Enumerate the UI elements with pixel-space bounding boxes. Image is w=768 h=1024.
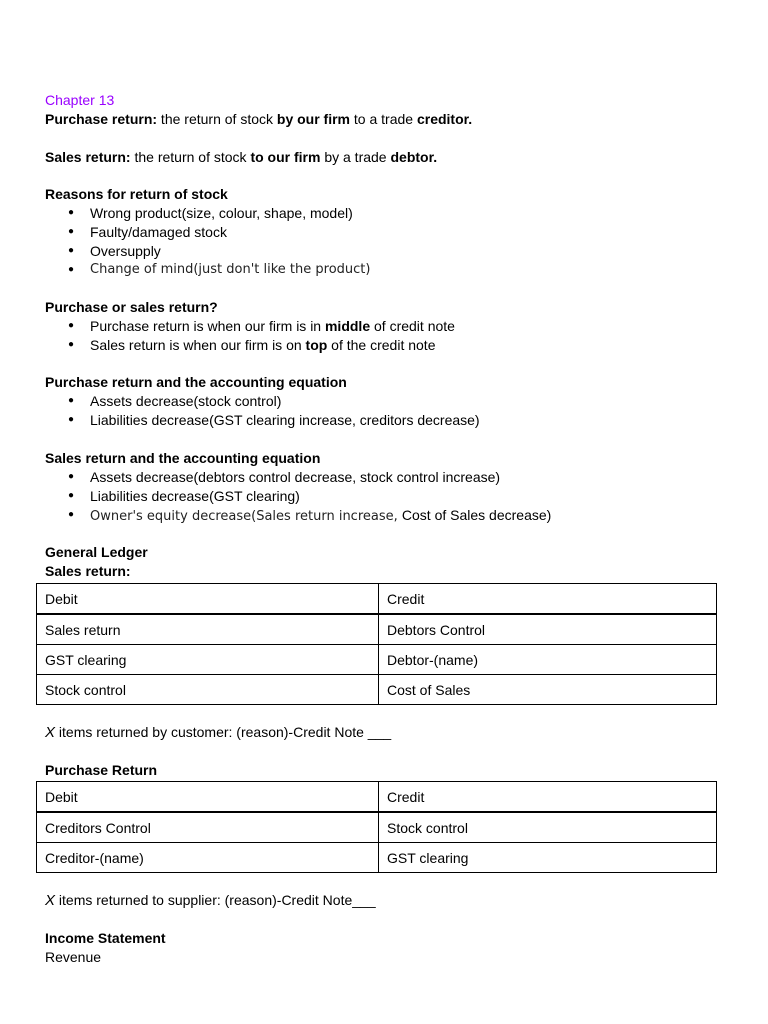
sales-return-ledger-table — [36, 583, 717, 705]
table-cell: GST clearing — [37, 645, 379, 675]
bullet-icon: ● — [68, 207, 75, 218]
definition-text: by a trade — [320, 149, 391, 165]
note-text: items returned by customer: (reason)-Credit Note ___ — [55, 724, 392, 740]
revenue-label: Revenue — [45, 949, 102, 965]
credit-header: Credit — [379, 584, 717, 615]
sales-return-term: Sales return: — [45, 149, 131, 165]
definition-text: to a trade — [350, 111, 417, 127]
sales-equation-heading-text: Sales return and the accounting equation — [45, 450, 321, 466]
bullet-icon: ● — [68, 339, 75, 350]
sales-return-ledger-heading-text: Sales return: — [45, 563, 131, 579]
list-item-text-part: Cost of Sales decrease) — [401, 507, 552, 523]
list-item-text-part: Sales return is when our firm is on — [90, 337, 306, 353]
list-item-text-part: Owner's equity decrease(Sales return increase, — [90, 509, 402, 524]
debit-header: Debit — [37, 782, 379, 813]
debit-header: Debit — [37, 584, 379, 615]
list-item-text: Change of mind(just don't like the product) — [90, 262, 371, 277]
list-item-text: Faulty/damaged stock — [90, 224, 227, 240]
list-item-emphasis: middle — [324, 318, 371, 334]
purchase-equation-heading — [45, 373, 347, 391]
table-row — [37, 843, 717, 873]
definition-emphasis: by our firm — [276, 111, 351, 127]
table-row — [37, 645, 717, 675]
definition-text: the return of stock — [130, 149, 251, 165]
table-cell: Cost of Sales — [379, 675, 717, 705]
bullet-icon: ● — [68, 414, 75, 425]
list-item-text — [90, 336, 435, 354]
sales-equation-heading — [45, 449, 320, 467]
general-ledger-heading — [45, 543, 148, 561]
definition-emphasis: creditor. — [416, 111, 473, 127]
sales-return-ledger-heading — [45, 562, 131, 580]
sales-return-definition — [45, 148, 437, 166]
table-cell: Sales return — [37, 614, 379, 645]
list-item-text-part: of the credit note — [327, 337, 436, 353]
table-cell: Debtor-(name) — [379, 645, 717, 675]
income-statement-heading — [45, 929, 166, 947]
reasons-heading-text: Reasons for return of stock — [45, 186, 228, 202]
table-cell: Stock control — [37, 675, 379, 705]
general-ledger-heading-text: General Ledger — [45, 544, 148, 560]
purchase-equation-heading-text: Purchase return and the accounting equation — [45, 374, 347, 390]
purchase-return-note — [45, 891, 376, 910]
reasons-heading — [45, 185, 228, 203]
list-item-text — [90, 317, 455, 335]
list-item-emphasis: top — [305, 337, 328, 353]
list-item-text: Oversupply — [90, 243, 161, 259]
table-cell: Stock control — [379, 812, 717, 843]
list-item-text-part: Purchase return is when our firm is in — [90, 318, 325, 334]
table-cell: Debtors Control — [379, 614, 717, 645]
definition-emphasis: debtor. — [390, 149, 438, 165]
table-header-row — [37, 584, 717, 615]
table-cell: Creditor-(name) — [37, 843, 379, 873]
list-item-text — [90, 506, 551, 526]
table-row — [37, 675, 717, 705]
list-item-text: Liabilities decrease(GST clearing increase, creditors decrease) — [90, 412, 480, 428]
bullet-icon: ● — [68, 264, 75, 275]
table-row — [37, 614, 717, 645]
list-item-text: Assets decrease(debtors control decrease, stock control increase) — [90, 469, 501, 485]
purchase-return-ledger-heading — [45, 761, 157, 779]
definition-text: the return of stock — [157, 111, 277, 127]
purchase-return-term: Purchase return: — [45, 111, 158, 127]
purchase-or-sales-heading — [45, 298, 218, 316]
table-cell: GST clearing — [379, 843, 717, 873]
purchase-return-definition — [45, 110, 472, 128]
note-variable: X — [45, 892, 56, 909]
purchase-return-ledger-heading-text: Purchase Return — [45, 762, 158, 778]
bullet-icon: ● — [68, 490, 75, 501]
table-row — [37, 812, 717, 843]
note-variable: X — [45, 724, 56, 741]
list-item-text-part: of credit note — [370, 318, 455, 334]
bullet-icon: ● — [68, 245, 75, 256]
table-header-row — [37, 782, 717, 813]
bullet-icon: ● — [68, 471, 75, 482]
bullet-icon: ● — [68, 226, 75, 237]
sales-return-note — [45, 723, 391, 742]
bullet-icon: ● — [68, 395, 75, 406]
purchase-or-sales-heading-text: Purchase or sales return? — [45, 299, 218, 315]
list-item-text: Assets decrease(stock control) — [90, 393, 282, 409]
purchase-return-ledger-table — [36, 781, 717, 873]
bullet-icon: ● — [68, 509, 75, 520]
chapter-title: Chapter 13 — [45, 92, 115, 108]
definition-emphasis: to our firm — [250, 149, 321, 165]
table-cell: Creditors Control — [37, 812, 379, 843]
list-item-text: Wrong product(size, colour, shape, model) — [90, 205, 353, 221]
note-text: items returned to supplier: (reason)-Credit Note___ — [55, 892, 376, 908]
credit-header: Credit — [379, 782, 717, 813]
income-statement-heading-text: Income Statement — [45, 930, 166, 946]
bullet-icon: ● — [68, 320, 75, 331]
list-item-text: Liabilities decrease(GST clearing) — [90, 488, 300, 504]
